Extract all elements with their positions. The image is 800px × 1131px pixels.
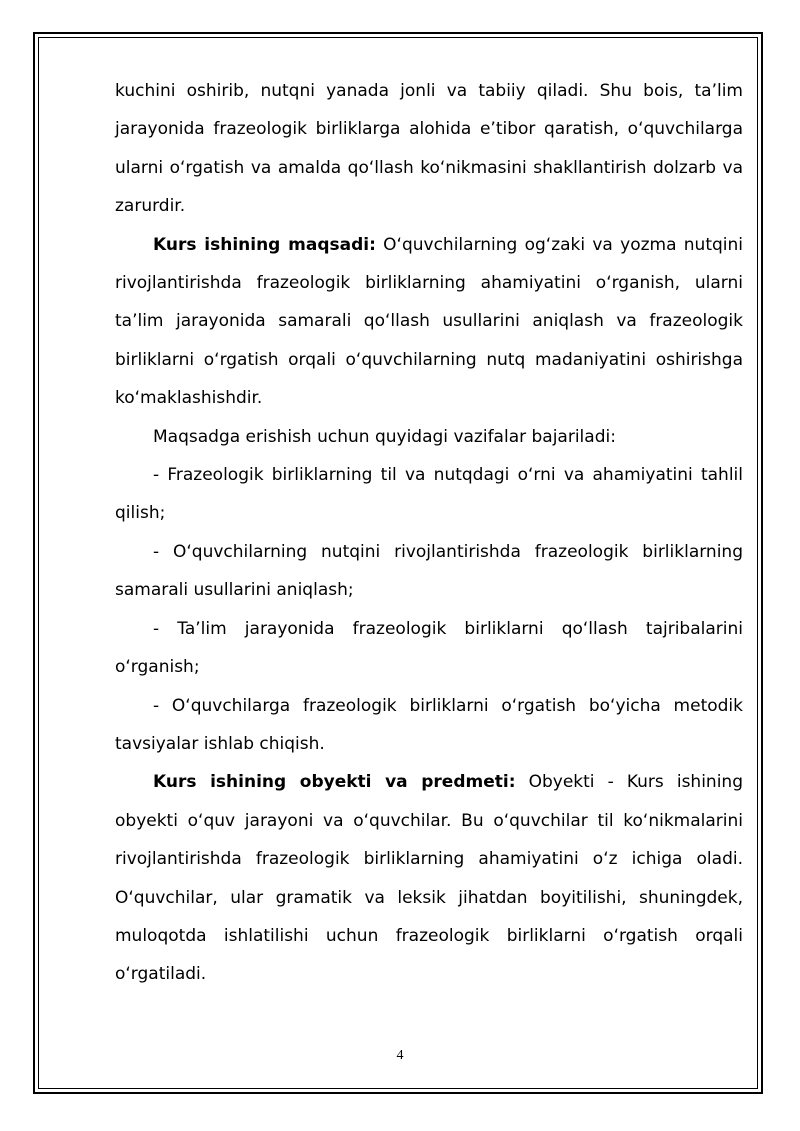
list-item: - Frazeologik birliklarning til va nutqdagi o‘rni va ahamiyatini tahlil qilish; (115, 465, 743, 524)
paragraph-goal (115, 226, 743, 418)
goal-text: O‘quvchilarning og‘zaki va yozma nutqini rivojlantirishda frazeologik birliklarning ahamiyatini o‘rganish, ularni ta’lim jarayonida samarali qo‘llash usullarini aniqlash va frazeologik birliklarni o‘rgatish orqali o‘quvchilarning nutq madaniyatini oshirishga ko‘maklashishdir. (115, 234, 743, 409)
page-number: 4 (396, 1048, 404, 1063)
list-item: - O‘quvchilarning nutqini rivojlantirishda frazeologik birliklarning samarali usullarini aniqlash; (115, 541, 743, 601)
object-heading: Kurs ishining obyekti va predmeti: (153, 772, 516, 793)
paragraph-intro: kuchini oshirib, nutqni yanada jonli va tabiiy qiladi. Shu bois, ta’lim jarayonida frazeologik birliklarga alohida e’tibor qaratish, o‘quvchilarga ularni o‘rgatish va amalda qo‘llash ko‘nikmasini shakllantirish dolzarb va zarurdir. (115, 81, 743, 217)
goal-heading: Kurs ishining maqsadi: (153, 234, 376, 255)
object-text: Obyekti - Kurs ishining obyekti o‘quv jarayoni va o‘quvchilar. Bu o‘quvchilar til ko‘nikmalarini rivojlantirishda frazeologik birliklarning ahamiyatini o‘z ichiga oladi. O‘quvchilar, ular gramatik va leksik jihatdan boyitilishi, shuningdek, muloqotda ishlatilishi uchun frazeologik birliklarni o‘rgatish orqali o‘rgatiladi. (115, 772, 743, 985)
document-body (115, 72, 743, 994)
list-item: - Ta’lim jarayonida frazeologik birliklarni qo‘llash tajribalarini o‘rganish; (115, 618, 743, 678)
paragraph-object (115, 763, 743, 993)
paragraph-tasks-intro: Maqsadga erishish uchun quyidagi vazifalar bajariladi: (153, 426, 616, 447)
list-item: - O‘quvchilarga frazeologik birliklarni o‘rgatish bo‘yicha metodik tavsiyalar ishlab chiqish. (115, 695, 743, 754)
